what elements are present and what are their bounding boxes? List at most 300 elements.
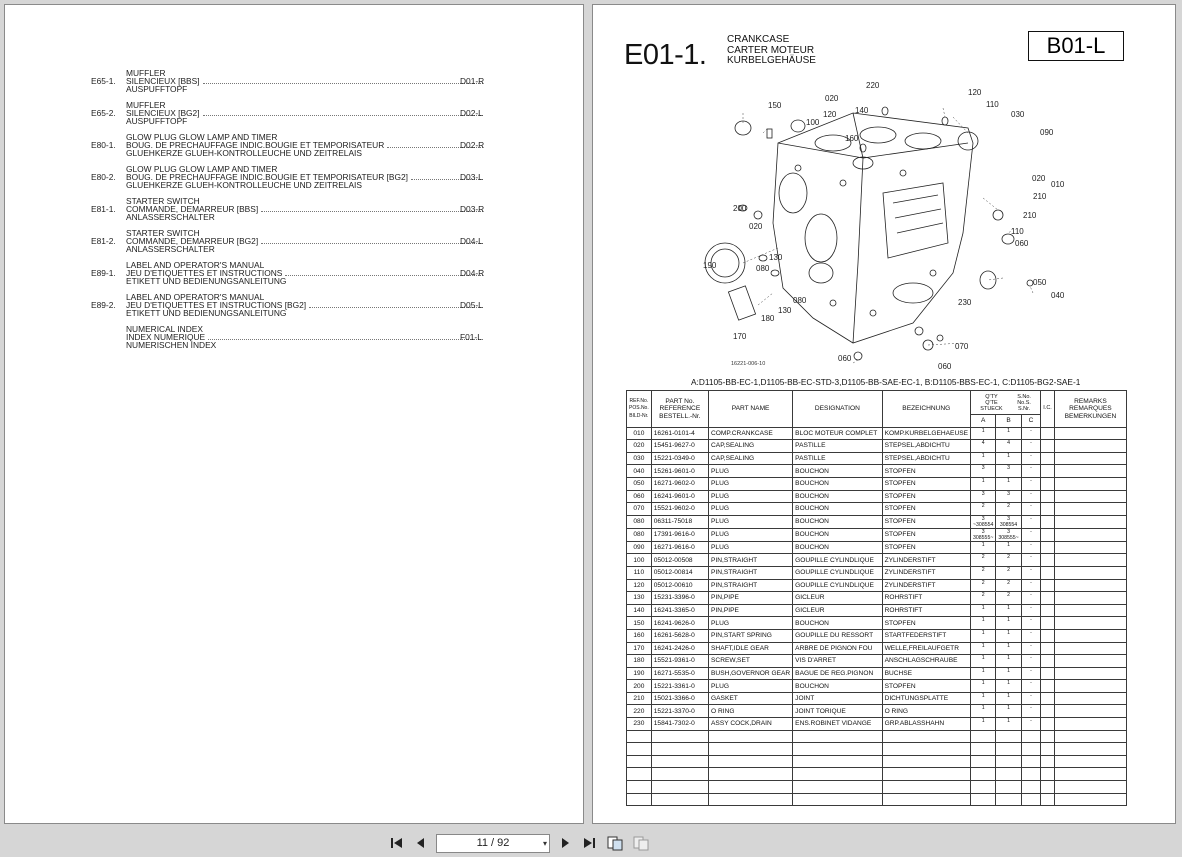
table-row bbox=[627, 604, 1127, 617]
toc-line: AUSPUFFTOPF bbox=[126, 84, 188, 95]
cell-bez: STEPSEL,ABDICHTU bbox=[882, 440, 970, 453]
cell-b: 2 bbox=[996, 554, 1021, 567]
cell-a: 2 bbox=[971, 503, 996, 516]
table-row bbox=[627, 541, 1127, 554]
callout-label: 230 bbox=[958, 298, 972, 307]
cell-a: 1 bbox=[971, 477, 996, 490]
callout-label: 200 bbox=[733, 204, 747, 213]
table-row bbox=[627, 592, 1127, 605]
cell-des: BOUCHON bbox=[793, 515, 882, 528]
cell-des: BOUCHON bbox=[793, 490, 882, 503]
cell-bez: WELLE,FREILAUFGETR bbox=[882, 642, 970, 655]
dot-leader bbox=[208, 339, 483, 340]
cell-name: CAP,SEALING bbox=[709, 452, 793, 465]
callout-label: 060 bbox=[838, 354, 852, 363]
cell-remarks bbox=[1054, 655, 1126, 668]
table-row bbox=[627, 440, 1127, 453]
cell-name: PIN,STRAIGHT bbox=[709, 554, 793, 567]
cell-empty bbox=[971, 781, 996, 794]
toc-line: GLUEHKERZE GLUEH-KONTROLLEUCHE UND ZEITRELAIS bbox=[126, 148, 362, 159]
cell-ref: 130 bbox=[627, 592, 652, 605]
cell-ref: 140 bbox=[627, 604, 652, 617]
cell-bez: ANSCHLAGSCHRAUBE bbox=[882, 655, 970, 668]
cell-part: 15521-9361-0 bbox=[651, 655, 708, 668]
cell-empty bbox=[996, 781, 1021, 794]
cell-des: BOUCHON bbox=[793, 477, 882, 490]
cell-empty bbox=[627, 793, 652, 806]
callout-label: 220 bbox=[866, 81, 880, 90]
cell-ref: 080 bbox=[627, 528, 652, 541]
cell-bez: STOPFEN bbox=[882, 477, 970, 490]
cell-remarks bbox=[1054, 515, 1126, 528]
col-qty-header: Q'TY Q'TE STUECK S.No. No.S. S.Nr. bbox=[971, 391, 1041, 415]
cell-part: 15221-0349-0 bbox=[651, 452, 708, 465]
cell-name: COMP.CRANKCASE bbox=[709, 427, 793, 440]
cell-empty bbox=[1021, 768, 1041, 781]
cell-empty bbox=[971, 768, 996, 781]
cell-part: 16271-9602-0 bbox=[651, 477, 708, 490]
table-row-empty bbox=[627, 781, 1127, 794]
cell-empty bbox=[709, 793, 793, 806]
cell-ref: 040 bbox=[627, 465, 652, 478]
diagram-labels bbox=[703, 81, 1065, 371]
cell-ref: 220 bbox=[627, 705, 652, 718]
cell-empty bbox=[627, 755, 652, 768]
toc-page-ref: D03-L bbox=[460, 172, 483, 183]
cell-empty bbox=[996, 768, 1021, 781]
cell-empty bbox=[793, 781, 882, 794]
toc-line: SILENCIEUX [BG2] bbox=[126, 109, 486, 117]
cell-remarks bbox=[1054, 692, 1126, 705]
col-c-header: C bbox=[1021, 415, 1041, 428]
callout-label: 060 bbox=[1015, 239, 1029, 248]
cell-des: BOUCHON bbox=[793, 541, 882, 554]
callout-label: 140 bbox=[855, 106, 869, 115]
cell-b: 3 bbox=[996, 490, 1021, 503]
col-designation-header: DESIGNATION bbox=[793, 391, 882, 428]
cell-empty bbox=[1041, 793, 1055, 806]
cell-ic bbox=[1041, 604, 1055, 617]
table-row bbox=[627, 515, 1127, 528]
cell-ref: 030 bbox=[627, 452, 652, 465]
toc-ref: E81-1. bbox=[91, 204, 116, 215]
table-row bbox=[627, 427, 1127, 440]
table-row-empty bbox=[627, 743, 1127, 756]
cell-c: - bbox=[1021, 477, 1041, 490]
cell-b: 3 308555~ bbox=[996, 528, 1021, 541]
cell-des: PASTILLE bbox=[793, 452, 882, 465]
cell-empty bbox=[793, 743, 882, 756]
cell-b: 2 bbox=[996, 503, 1021, 516]
toc-line: GLOW PLUG GLOW LAMP AND TIMER bbox=[126, 132, 278, 142]
figure-code: 16221-006-10 bbox=[731, 361, 766, 367]
cell-part: 16261-0101-4 bbox=[651, 427, 708, 440]
cell-a: 1 bbox=[971, 692, 996, 705]
single-page-view-icon[interactable] bbox=[606, 835, 624, 851]
cell-bez: STOPFEN bbox=[882, 515, 970, 528]
cell-ic bbox=[1041, 579, 1055, 592]
cell-b: 1 bbox=[996, 680, 1021, 693]
cell-part: 05012-00508 bbox=[651, 554, 708, 567]
cell-empty bbox=[1021, 781, 1041, 794]
cell-des: BOUCHON bbox=[793, 503, 882, 516]
cell-a: 1 bbox=[971, 705, 996, 718]
cell-part: 06311-75018 bbox=[651, 515, 708, 528]
cell-c: - bbox=[1021, 604, 1041, 617]
callout-label: 150 bbox=[768, 101, 782, 110]
cell-a: 1 bbox=[971, 629, 996, 642]
cell-des: GICLEUR bbox=[793, 592, 882, 605]
cell-b: 1 bbox=[996, 642, 1021, 655]
cell-b: 3 308554 bbox=[996, 515, 1021, 528]
cell-ref: 170 bbox=[627, 642, 652, 655]
cell-ic bbox=[1041, 465, 1055, 478]
cell-name: PLUG bbox=[709, 503, 793, 516]
cell-remarks bbox=[1054, 490, 1126, 503]
cell-remarks bbox=[1054, 452, 1126, 465]
cell-ref: 230 bbox=[627, 718, 652, 731]
next-page-icon[interactable] bbox=[556, 835, 574, 851]
cell-name: SHAFT,IDLE GEAR bbox=[709, 642, 793, 655]
parts-table-body bbox=[627, 427, 1127, 806]
cell-ic bbox=[1041, 490, 1055, 503]
cell-empty bbox=[627, 730, 652, 743]
cell-des: BOUCHON bbox=[793, 465, 882, 478]
table-row bbox=[627, 528, 1127, 541]
cell-a: 4 bbox=[971, 440, 996, 453]
cell-a: 3 308555~ bbox=[971, 528, 996, 541]
cell-empty bbox=[996, 793, 1021, 806]
cell-b: 4 bbox=[996, 440, 1021, 453]
toc-line: INDEX NUMERIQUE bbox=[126, 333, 486, 341]
cell-ic bbox=[1041, 452, 1055, 465]
cell-remarks bbox=[1054, 667, 1126, 680]
callout-label: 130 bbox=[778, 306, 792, 315]
cell-remarks bbox=[1054, 554, 1126, 567]
cell-remarks bbox=[1054, 617, 1126, 630]
cell-bez: STARTFEDERSTIFT bbox=[882, 629, 970, 642]
cell-part: 16241-9626-0 bbox=[651, 617, 708, 630]
cell-ref: 200 bbox=[627, 680, 652, 693]
cell-remarks bbox=[1054, 541, 1126, 554]
cell-a: 1 bbox=[971, 667, 996, 680]
cell-part: 15221-3370-0 bbox=[651, 705, 708, 718]
cell-name: PLUG bbox=[709, 465, 793, 478]
cell-ic bbox=[1041, 629, 1055, 642]
cell-part: 15221-3361-0 bbox=[651, 680, 708, 693]
toc-line: COMMANDE, DEMARREUR [BG2] bbox=[126, 237, 486, 245]
cell-empty bbox=[882, 743, 970, 756]
exploded-parts bbox=[705, 107, 1033, 360]
cell-c: - bbox=[1021, 705, 1041, 718]
cell-ref: 010 bbox=[627, 427, 652, 440]
first-page-icon[interactable] bbox=[388, 835, 406, 851]
table-row-empty bbox=[627, 768, 1127, 781]
cell-remarks bbox=[1054, 642, 1126, 655]
toc-line: MUFFLER bbox=[126, 68, 166, 78]
leader-lines bbox=[743, 108, 1033, 363]
callout-label: 090 bbox=[1040, 128, 1054, 137]
cell-empty bbox=[627, 743, 652, 756]
callout-label: 180 bbox=[761, 314, 775, 323]
callout-label: 210 bbox=[1033, 192, 1047, 201]
cell-remarks bbox=[1054, 680, 1126, 693]
cell-des: PASTILLE bbox=[793, 440, 882, 453]
cell-empty bbox=[793, 768, 882, 781]
cell-remarks bbox=[1054, 566, 1126, 579]
cell-ic bbox=[1041, 515, 1055, 528]
cell-remarks bbox=[1054, 427, 1126, 440]
cell-ref: 190 bbox=[627, 667, 652, 680]
cell-ref: 150 bbox=[627, 617, 652, 630]
cell-c: - bbox=[1021, 528, 1041, 541]
cell-ic bbox=[1041, 642, 1055, 655]
cell-ref: 210 bbox=[627, 692, 652, 705]
cell-empty bbox=[996, 730, 1021, 743]
cell-empty bbox=[971, 755, 996, 768]
cell-empty bbox=[627, 768, 652, 781]
cell-name: O RING bbox=[709, 705, 793, 718]
cell-a: 1 bbox=[971, 452, 996, 465]
callout-label: 080 bbox=[793, 296, 807, 305]
cell-empty bbox=[1054, 793, 1126, 806]
cell-remarks bbox=[1054, 503, 1126, 516]
toc-line: JEU D'ETIQUETTES ET INSTRUCTIONS bbox=[126, 269, 486, 277]
col-bezeichnung-header: BEZEICHNUNG bbox=[882, 391, 970, 428]
parts-table bbox=[626, 390, 1127, 806]
cell-remarks bbox=[1054, 528, 1126, 541]
prev-page-icon[interactable] bbox=[412, 835, 430, 851]
cell-c: - bbox=[1021, 617, 1041, 630]
cell-ref: 020 bbox=[627, 440, 652, 453]
toc-page-ref: D01-R bbox=[460, 76, 485, 87]
cell-ic bbox=[1041, 541, 1055, 554]
toc-ref: E80-1. bbox=[91, 140, 116, 151]
cell-part: 15841-7302-0 bbox=[651, 718, 708, 731]
table-row-empty bbox=[627, 793, 1127, 806]
cell-name: BUSH,GOVERNOR GEAR bbox=[709, 667, 793, 680]
toc-line: GLOW PLUG GLOW LAMP AND TIMER bbox=[126, 164, 278, 174]
toc-line: COMMANDE, DEMARREUR [BBS] bbox=[126, 205, 486, 213]
cell-c: - bbox=[1021, 554, 1041, 567]
cell-a: 1 bbox=[971, 541, 996, 554]
cell-bez: GRP.ABLASSHAHN bbox=[882, 718, 970, 731]
cell-des: BLOC MOTEUR COMPLET bbox=[793, 427, 882, 440]
cell-part: 15451-9627-0 bbox=[651, 440, 708, 453]
cell-c: - bbox=[1021, 655, 1041, 668]
toc-line: ANLASSERSCHALTER bbox=[126, 212, 215, 223]
dot-leader bbox=[203, 115, 483, 116]
cell-a: 1 bbox=[971, 680, 996, 693]
cell-empty bbox=[1054, 755, 1126, 768]
cell-name: ASSY COCK,DRAIN bbox=[709, 718, 793, 731]
toc-page-ref: D02-L bbox=[460, 108, 483, 119]
cell-ic bbox=[1041, 655, 1055, 668]
cell-name: PLUG bbox=[709, 490, 793, 503]
cell-bez: STOPFEN bbox=[882, 490, 970, 503]
callout-label: 020 bbox=[825, 94, 839, 103]
left-page bbox=[4, 4, 584, 824]
toc-line: AUSPUFFTOPF bbox=[126, 116, 188, 127]
cell-ref: 180 bbox=[627, 655, 652, 668]
toc-line: NUMERICAL INDEX bbox=[126, 324, 203, 334]
cell-des: BOUCHON bbox=[793, 680, 882, 693]
callout-label: 070 bbox=[955, 342, 969, 351]
cell-ref: 050 bbox=[627, 477, 652, 490]
cell-empty bbox=[1054, 743, 1126, 756]
cell-bez: KOMP.KURBELGEHAEUSE bbox=[882, 427, 970, 440]
two-page-view-icon[interactable] bbox=[632, 835, 650, 851]
toc-line: BOUG. DE PRECHAUFFAGE INDIC.BOUGIE ET TEMPORISATEUR [BG2] bbox=[126, 173, 486, 181]
dot-leader bbox=[261, 243, 483, 244]
cell-des: VIS D'ARRET bbox=[793, 655, 882, 668]
cell-empty bbox=[1041, 730, 1055, 743]
col-partname-header: PART NAME bbox=[709, 391, 793, 428]
cell-ic bbox=[1041, 427, 1055, 440]
cell-a: 3 bbox=[971, 490, 996, 503]
toc-page-ref: D04-L bbox=[460, 236, 483, 247]
dot-leader bbox=[309, 307, 483, 308]
cell-empty bbox=[709, 730, 793, 743]
cell-a: 3 ~308554 bbox=[971, 515, 996, 528]
cell-empty bbox=[709, 743, 793, 756]
cell-ic bbox=[1041, 718, 1055, 731]
cell-ref: 120 bbox=[627, 579, 652, 592]
callout-label: 210 bbox=[1023, 211, 1037, 220]
cell-c: - bbox=[1021, 541, 1041, 554]
cell-bez: ZYLINDERSTIFT bbox=[882, 566, 970, 579]
toc-page-ref: D03-R bbox=[460, 204, 485, 215]
cell-name: SCREW,SET bbox=[709, 655, 793, 668]
cell-empty bbox=[627, 781, 652, 794]
cell-remarks bbox=[1054, 477, 1126, 490]
cell-bez: ROHRSTIFT bbox=[882, 592, 970, 605]
cell-ref: 090 bbox=[627, 541, 652, 554]
cell-name: CAP,SEALING bbox=[709, 440, 793, 453]
cell-des: BAGUE DE REG.PIGNON bbox=[793, 667, 882, 680]
cell-ic bbox=[1041, 528, 1055, 541]
table-row bbox=[627, 718, 1127, 731]
cell-ref: 160 bbox=[627, 629, 652, 642]
table-row bbox=[627, 680, 1127, 693]
cell-c: - bbox=[1021, 718, 1041, 731]
cell-part: 17391-9616-0 bbox=[651, 528, 708, 541]
cell-empty bbox=[651, 743, 708, 756]
toc-line: LABEL AND OPERATOR'S MANUAL bbox=[126, 260, 265, 270]
cell-empty bbox=[651, 755, 708, 768]
cell-ic bbox=[1041, 592, 1055, 605]
cell-bez: STOPFEN bbox=[882, 528, 970, 541]
section-title-fr: CARTER MOTEUR bbox=[727, 44, 815, 56]
cell-des: ENS.ROBINET VIDANGE bbox=[793, 718, 882, 731]
cell-empty bbox=[709, 781, 793, 794]
callout-label: 130 bbox=[769, 253, 783, 262]
toc-page-ref: D04-R bbox=[460, 268, 485, 279]
cell-remarks bbox=[1054, 604, 1126, 617]
cell-a: 2 bbox=[971, 554, 996, 567]
cell-c: - bbox=[1021, 440, 1041, 453]
cell-empty bbox=[1021, 755, 1041, 768]
cell-c: - bbox=[1021, 667, 1041, 680]
cell-ic bbox=[1041, 680, 1055, 693]
chevron-down-icon: ▾ bbox=[542, 839, 547, 848]
cell-a: 1 bbox=[971, 655, 996, 668]
cell-des: GOUPILLE CYLINDLIQUE bbox=[793, 554, 882, 567]
last-page-icon[interactable] bbox=[580, 835, 598, 851]
cell-a: 1 bbox=[971, 617, 996, 630]
col-b-header: B bbox=[996, 415, 1021, 428]
toc-ref: E80-2. bbox=[91, 172, 116, 183]
table-row-empty bbox=[627, 730, 1127, 743]
cell-remarks bbox=[1054, 440, 1126, 453]
cell-c: - bbox=[1021, 490, 1041, 503]
cell-empty bbox=[1021, 743, 1041, 756]
cell-c: - bbox=[1021, 692, 1041, 705]
cell-ic bbox=[1041, 477, 1055, 490]
callout-label: 020 bbox=[749, 222, 763, 231]
cell-bez: STOPFEN bbox=[882, 503, 970, 516]
cell-name: PLUG bbox=[709, 515, 793, 528]
cell-name: PLUG bbox=[709, 541, 793, 554]
table-row bbox=[627, 465, 1127, 478]
cell-empty bbox=[971, 793, 996, 806]
cell-b: 1 bbox=[996, 452, 1021, 465]
section-titles bbox=[727, 35, 816, 67]
toc-ref: E81-2. bbox=[91, 236, 116, 247]
cell-name: PIN,STRAIGHT bbox=[709, 579, 793, 592]
cell-b: 1 bbox=[996, 705, 1021, 718]
cell-empty bbox=[793, 755, 882, 768]
toc-line: LABEL AND OPERATOR'S MANUAL bbox=[126, 292, 265, 302]
col-partno-header: PART No. REFERENCE BESTELL.-Nr. bbox=[651, 391, 708, 428]
cell-ref: 100 bbox=[627, 554, 652, 567]
cell-c: - bbox=[1021, 579, 1041, 592]
cell-empty bbox=[1054, 768, 1126, 781]
cell-empty bbox=[651, 781, 708, 794]
callout-label: 110 bbox=[1011, 227, 1024, 236]
cell-empty bbox=[651, 793, 708, 806]
cell-empty bbox=[996, 755, 1021, 768]
cell-remarks bbox=[1054, 718, 1126, 731]
cell-b: 1 bbox=[996, 541, 1021, 554]
cell-name: PIN,STRAIGHT bbox=[709, 566, 793, 579]
cell-bez: BUCHSE bbox=[882, 667, 970, 680]
cell-a: 1 bbox=[971, 642, 996, 655]
toc-line: STARTER SWITCH bbox=[126, 228, 200, 238]
cell-name: PLUG bbox=[709, 617, 793, 630]
callout-label: 110 bbox=[986, 100, 999, 109]
cell-remarks bbox=[1054, 465, 1126, 478]
col-a-header: A bbox=[971, 415, 996, 428]
page-ref-box: B01-L bbox=[1028, 31, 1124, 61]
cell-part: 16261-5628-0 bbox=[651, 629, 708, 642]
cell-a: 3 bbox=[971, 465, 996, 478]
page-indicator: 11 / 92 bbox=[476, 837, 510, 849]
toc-line: ETIKETT UND BEDIENUNGSANLEITUNG bbox=[126, 308, 287, 319]
cell-b: 1 bbox=[996, 667, 1021, 680]
cell-empty bbox=[793, 793, 882, 806]
cell-b: 1 bbox=[996, 477, 1021, 490]
page-number-select[interactable] bbox=[436, 834, 550, 853]
cell-name: GASKET bbox=[709, 692, 793, 705]
cell-ref: 110 bbox=[627, 566, 652, 579]
toc-line: ANLASSERSCHALTER bbox=[126, 244, 215, 255]
cell-part: 16271-9616-0 bbox=[651, 541, 708, 554]
cell-name: PIN,PIPE bbox=[709, 604, 793, 617]
cell-part: 15521-9602-0 bbox=[651, 503, 708, 516]
cell-bez: STOPFEN bbox=[882, 617, 970, 630]
callout-label: 120 bbox=[968, 88, 982, 97]
